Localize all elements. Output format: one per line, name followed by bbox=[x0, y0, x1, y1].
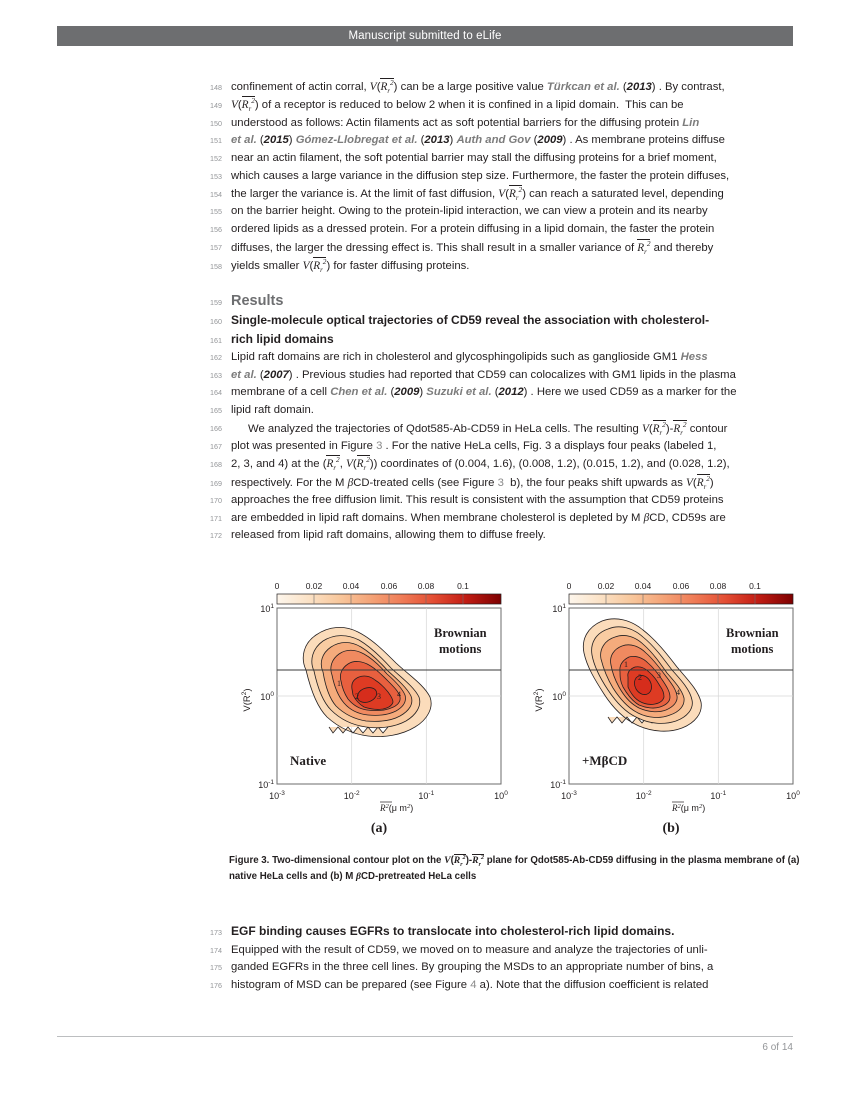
line-number: 151 bbox=[210, 136, 222, 146]
body-paragraph-text: on the barrier height. Owing to the protein-lipid interaction, we can view a protein and its nearby bbox=[231, 205, 708, 218]
body-paragraph-text: We analyzed the trajectories of Qdot585-Ab-CD59 in HeLa cells. The resulting $V(R_r^2)-R_r^2$ contour bbox=[248, 419, 728, 437]
line-number: 158 bbox=[210, 261, 222, 271]
body-paragraph-line bbox=[196, 492, 810, 510]
section-heading-results: Results bbox=[231, 293, 284, 310]
line-number: 160 bbox=[210, 316, 222, 326]
article-body-lower bbox=[196, 923, 810, 994]
svg-text:0.02: 0.02 bbox=[305, 581, 323, 591]
body-paragraph-text: et al. (2015) Gómez-Llobregat et al. (2013) Auth and Gov (2009) . As membrane proteins diffuse bbox=[231, 134, 725, 147]
svg-text:100: $10^0$ bbox=[260, 691, 274, 702]
line-number: 162 bbox=[210, 353, 222, 363]
line-number: 154 bbox=[210, 189, 222, 199]
svg-text:0.1: 0.1 bbox=[749, 581, 761, 591]
svg-text:0.02: 0.02 bbox=[597, 581, 615, 591]
subheading-one bbox=[196, 312, 810, 349]
peak-label-3-a: 3 bbox=[377, 692, 381, 701]
svg-text:R2(μ m2): $R^2(\mu$ $m^2$) bbox=[380, 803, 414, 813]
figure-caption: Figure 3. Two-dimensional contour plot on the $V(R_r^2)-R_r^2$ plane for Qdot585-Ab-CD59 diffusing in the plasma membrane of (a) native HeLa cells and (b) M βCD-pretreated HeLa cells bbox=[229, 853, 800, 882]
body-paragraph-text: confinement of actin corral, $V(R_r^2)$ can be a large positive value Türkcan et al. (2013) . By contrast, bbox=[231, 78, 725, 96]
svg-text:0.06: 0.06 bbox=[672, 581, 690, 591]
results-heading-line bbox=[196, 293, 810, 312]
x-axis-title-b bbox=[671, 802, 705, 813]
line-number: 157 bbox=[210, 243, 222, 253]
body-paragraph-line bbox=[196, 510, 810, 528]
section-subheading-cd59-line bbox=[196, 312, 810, 331]
peak-label-1-b: 1 bbox=[624, 660, 628, 669]
body-paragraph-line bbox=[196, 115, 810, 133]
figure-3 bbox=[196, 575, 810, 882]
paragraph-two bbox=[196, 349, 810, 419]
svg-text:Brownian: Brownian bbox=[726, 626, 779, 640]
x-ticklabels-b bbox=[561, 790, 800, 801]
line-number: 161 bbox=[210, 335, 222, 345]
body-paragraph-text: histogram of MSD can be prepared (see Figure 4 a). Note that the diffusion coefficient is related bbox=[231, 978, 709, 991]
paragraph-three bbox=[196, 420, 810, 545]
body-paragraph-text: diffuses, the larger the dressing effect is. This shall result in a smaller variance of $R_r^2$ and thereby bbox=[231, 238, 714, 256]
body-paragraph-text: ganded EGFRs in the three cell lines. By grouping the MSDs to an appropriate number of bins, a bbox=[231, 961, 714, 974]
body-paragraph-line bbox=[196, 349, 810, 367]
figure-panels bbox=[196, 575, 810, 847]
body-paragraph-text: the larger the variance is. At the limit of fast diffusion, $V(R_r^2)$ can reach a saturated level, depending bbox=[231, 185, 724, 203]
peak-label-4-b: 4 bbox=[676, 688, 680, 697]
line-number: 171 bbox=[210, 513, 222, 523]
article-body bbox=[196, 78, 810, 545]
body-paragraph-line bbox=[196, 455, 810, 473]
running-header-title: Manuscript submitted to eLife bbox=[348, 30, 502, 42]
body-paragraph-line bbox=[196, 438, 810, 456]
section-subheading-cd59-line bbox=[196, 331, 810, 350]
body-paragraph-line bbox=[196, 168, 810, 186]
body-paragraph-line bbox=[196, 185, 810, 203]
line-number: 159 bbox=[210, 298, 222, 308]
line-number: 174 bbox=[210, 945, 222, 955]
peak-label-1-a: 1 bbox=[337, 679, 341, 688]
body-paragraph-text: understood as follows: Actin filaments act as soft potential barriers for the diffusing protein Lin bbox=[231, 116, 700, 129]
svg-text:0.06: 0.06 bbox=[380, 581, 398, 591]
body-paragraph-text: 2, 3, and 4) at the ($R_r^2$, $V(R_r^2)$) coordinates of (0.004, 1.6), (0.008, 1.2), (0.015, 1.2), and (0.028, 1.2), bbox=[231, 455, 730, 473]
svg-text:motions: motions bbox=[439, 642, 482, 656]
body-paragraph-text: near an actin filament, the soft potential barrier may stall the diffusing proteins for a brief moment, bbox=[231, 151, 717, 164]
body-paragraph-text: released from lipid raft domains, allowing them to diffuse freely. bbox=[231, 529, 546, 542]
peak-label-4-a: 4 bbox=[397, 690, 401, 699]
colorbar-a-ticklabels bbox=[275, 581, 470, 591]
y-axis-title-b: $V(R^2)$ bbox=[533, 688, 545, 712]
y-ticklabels-b bbox=[550, 603, 566, 790]
line-number: 156 bbox=[210, 225, 222, 235]
section-subheading-cd59-text: Single-molecule optical trajectories of CD59 reveal the association with cholesterol- bbox=[231, 312, 710, 327]
svg-text:100: $10^0$ bbox=[552, 691, 566, 702]
body-paragraph-line bbox=[196, 942, 810, 960]
svg-text:0: 0 bbox=[274, 581, 280, 591]
body-paragraph-line bbox=[196, 221, 810, 239]
body-paragraph-line bbox=[196, 78, 810, 96]
line-number: 169 bbox=[210, 478, 222, 488]
subcaption-a: (a) bbox=[370, 821, 388, 836]
body-paragraph-line bbox=[196, 367, 810, 385]
svg-text:10-1: $10^{-1}$ bbox=[710, 790, 727, 801]
svg-text:0: 0 bbox=[566, 581, 572, 591]
body-paragraph-line bbox=[196, 257, 810, 275]
body-paragraph-text: lipid raft domain. bbox=[231, 403, 314, 416]
footer-divider bbox=[57, 1036, 793, 1037]
contour-plot-b-svg bbox=[526, 575, 816, 825]
svg-text:10-2: $10^{-2}$ bbox=[635, 790, 652, 801]
body-paragraph-line bbox=[196, 959, 810, 977]
body-paragraph-line bbox=[196, 420, 810, 438]
subheading-two-line bbox=[196, 923, 810, 942]
body-paragraph-line bbox=[196, 977, 810, 995]
x-axis-title-a bbox=[379, 802, 413, 813]
svg-text:R2(μ m2): $R^2(\mu$ $m^2$) bbox=[672, 803, 706, 813]
section-subheading-egf: EGF binding causes EGFRs to translocate into cholesterol-rich lipid domains. bbox=[231, 924, 675, 938]
paragraph-continuation bbox=[196, 78, 810, 275]
line-number: 164 bbox=[210, 388, 222, 398]
contour-panel-b bbox=[526, 575, 816, 847]
body-paragraph-text: which causes a large variance in the diffusion step size. Furthermore, the faster the protein diffuses, bbox=[231, 169, 730, 182]
line-number: 173 bbox=[210, 928, 222, 937]
body-paragraph-text: membrane of a cell Chen et al. (2009) Suzuki et al. (2012) . Here we used CD59 as a marker for the bbox=[231, 386, 737, 399]
body-paragraph-text: approaches the free diffusion limit. This result is consistent with the assumption that CD59 proteins bbox=[231, 494, 724, 507]
running-header bbox=[57, 26, 793, 46]
svg-text:10-3: $10^{-3}$ bbox=[269, 790, 285, 801]
line-number: 165 bbox=[210, 405, 222, 415]
line-number: 163 bbox=[210, 370, 222, 380]
y-axis-title-a: $V(R^2)$ bbox=[241, 688, 253, 712]
page-number: 6 of 14 bbox=[762, 1042, 793, 1053]
line-number: 170 bbox=[210, 496, 222, 506]
body-paragraph-text: yields smaller $V(R_r^2)$ for faster diffusing proteins. bbox=[231, 257, 470, 275]
peak-label-3-b: 3 bbox=[657, 671, 661, 680]
line-number: 175 bbox=[210, 963, 222, 973]
body-paragraph-line bbox=[196, 96, 810, 114]
svg-text:101: $10^1$ bbox=[552, 603, 566, 614]
body-paragraph-line bbox=[196, 402, 810, 420]
line-number: 172 bbox=[210, 531, 222, 541]
colorbar-b-ticklabels bbox=[567, 581, 762, 591]
body-paragraph-text: $V(R_r^2)$ of a receptor is reduced to below 2 when it is confined in a lipid domain. This can be bbox=[231, 96, 684, 114]
condition-label-b: +MβCD bbox=[582, 753, 628, 768]
svg-text:motions: motions bbox=[731, 642, 774, 656]
body-paragraph-line bbox=[196, 239, 810, 257]
line-number: 149 bbox=[210, 101, 222, 111]
line-number: 155 bbox=[210, 207, 222, 217]
svg-text:10-1: $10^{-1}$ bbox=[418, 790, 435, 801]
line-number: 152 bbox=[210, 153, 222, 163]
body-paragraph-text: respectively. For the M βCD-treated cells (see Figure 3 b), the four peaks shift upwards as $V(R_r^2)$ bbox=[231, 473, 714, 491]
svg-text:Brownian: Brownian bbox=[434, 626, 487, 640]
body-paragraph-text: et al. (2007) . Previous studies had reported that CD59 can colocalizes with GM1 lipids in the plasma bbox=[231, 368, 736, 381]
svg-text:101: $10^1$ bbox=[260, 603, 274, 614]
contour-plot-a-svg bbox=[234, 575, 524, 825]
peak-label-2-b: 2 bbox=[638, 673, 642, 682]
body-paragraph-line bbox=[196, 132, 810, 150]
body-paragraph-line bbox=[196, 203, 810, 221]
y-ticklabels-a bbox=[258, 603, 274, 790]
subcaption-b: (b) bbox=[662, 821, 680, 836]
x-ticklabels-a bbox=[269, 790, 508, 801]
line-number: 150 bbox=[210, 118, 222, 128]
svg-text:0.08: 0.08 bbox=[709, 581, 727, 591]
svg-text:10-1: $10^{-1}$ bbox=[550, 779, 566, 790]
svg-text:10-3: $10^{-3}$ bbox=[561, 790, 577, 801]
svg-text:0.08: 0.08 bbox=[417, 581, 435, 591]
body-paragraph-line bbox=[196, 150, 810, 168]
svg-text:100: $10^0$ bbox=[494, 790, 508, 801]
body-paragraph-text: are embedded in lipid raft domains. When membrane cholesterol is depleted by M βCD, CD59s are bbox=[231, 511, 726, 524]
body-paragraph-text: Lipid raft domains are rich in cholesterol and glycosphingolipids such as ganglioside GM1 Hess bbox=[231, 351, 708, 364]
line-number: 176 bbox=[210, 980, 222, 990]
svg-text:0.1: 0.1 bbox=[457, 581, 469, 591]
svg-text:0.04: 0.04 bbox=[342, 581, 360, 591]
body-paragraph-text: plot was presented in Figure 3 . For the native HeLa cells, Fig. 3 a displays four peaks (labeled 1, bbox=[231, 439, 717, 452]
svg-text:10-2: $10^{-2}$ bbox=[343, 790, 360, 801]
body-paragraph-text: Equipped with the result of CD59, we moved on to measure and analyze the trajectories of unli- bbox=[231, 943, 708, 956]
section-subheading-cd59-text: rich lipid domains bbox=[231, 331, 334, 346]
contour-panel-a bbox=[234, 575, 524, 847]
peak-label-2-a: 2 bbox=[355, 692, 359, 701]
paragraph-four bbox=[196, 942, 810, 995]
body-paragraph-line bbox=[196, 527, 810, 545]
line-number: 166 bbox=[210, 424, 222, 434]
body-paragraph-line bbox=[196, 384, 810, 402]
line-number: 168 bbox=[210, 460, 222, 470]
body-paragraph-line bbox=[196, 474, 810, 492]
line-number: 167 bbox=[210, 441, 222, 451]
line-number: 153 bbox=[210, 171, 222, 181]
svg-text:100: $10^0$ bbox=[786, 790, 800, 801]
condition-label-a: Native bbox=[290, 753, 327, 768]
svg-text:10-1: $10^{-1}$ bbox=[258, 779, 274, 790]
line-number: 148 bbox=[210, 82, 222, 92]
svg-text:0.04: 0.04 bbox=[634, 581, 652, 591]
body-paragraph-text: ordered lipids as a dressed protein. For a protein diffusing in a lipid domain, the faster the protein bbox=[231, 223, 715, 236]
